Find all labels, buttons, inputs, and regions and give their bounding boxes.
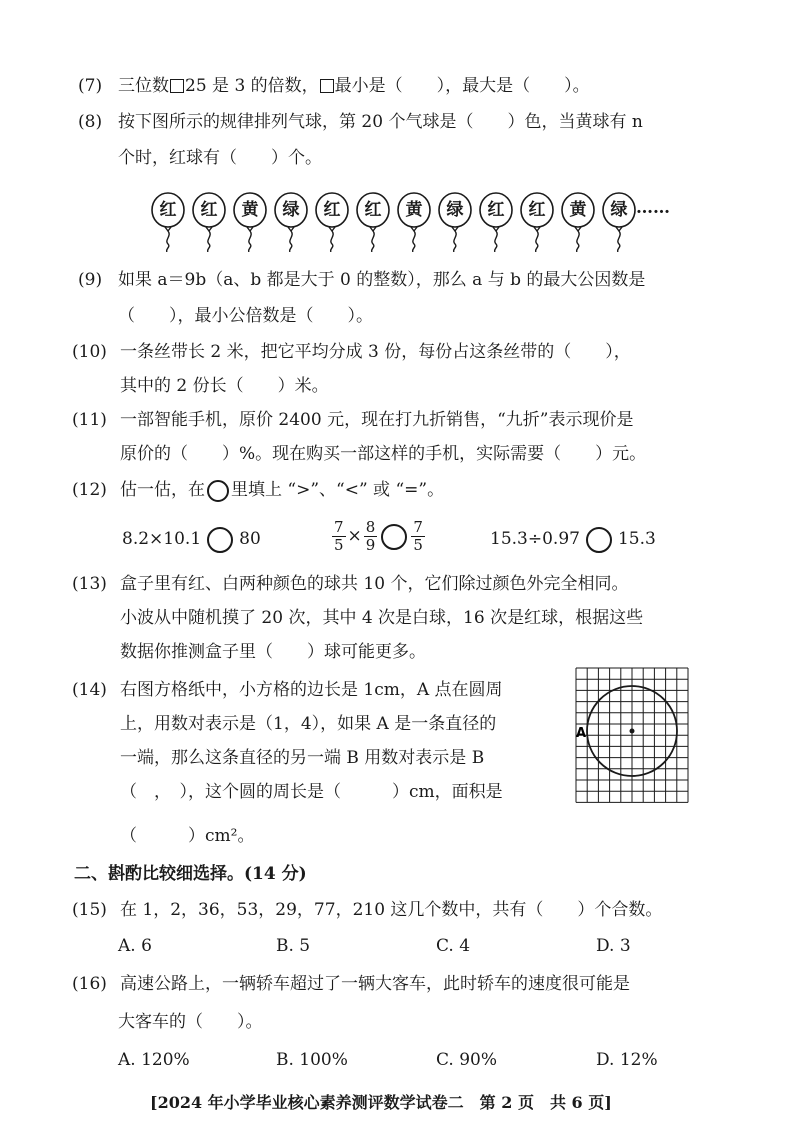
balloon (560, 192, 596, 252)
q16-option-d[interactable]: D. 12% (596, 1050, 658, 1070)
balloon (519, 192, 555, 252)
q7-number: (7) (78, 76, 103, 96)
times-sign: × (347, 526, 362, 546)
point-a-label: A (576, 726, 587, 741)
q8-number: (8) (78, 112, 103, 132)
q15-option-a[interactable]: A. 6 (118, 936, 152, 956)
balloon (273, 192, 309, 252)
balloon-label: 黄 (405, 200, 423, 220)
q14-number: (14) (72, 680, 107, 700)
balloon-label: 黄 (569, 200, 587, 220)
balloon (314, 192, 350, 252)
balloon-label: 绿 (446, 200, 464, 220)
balloon (232, 192, 268, 252)
q12-text (120, 478, 444, 502)
e3-left: 15.3÷0.97 (490, 529, 580, 549)
compare-circle-3[interactable] (586, 527, 612, 553)
q15-option-b[interactable]: B. 5 (276, 936, 311, 956)
balloon-label: 红 (528, 200, 546, 220)
q8-line2: 个时，红球有（ ）个。 (118, 148, 322, 168)
q14-line1: 右图方格纸中，小方格的边长是 1cm，A 点在圆周 (120, 680, 503, 700)
compare-circle-2[interactable] (381, 524, 407, 550)
e1-right: 80 (239, 529, 261, 549)
q15-option-c[interactable]: C. 4 (436, 936, 471, 956)
frac2-num: 8 (365, 518, 376, 536)
frac1-num: 7 (334, 518, 344, 536)
page-footer: [2024 年小学毕业核心素养测评数学试卷二 第 2 页 共 6 页] (150, 1093, 612, 1112)
q7-answer-part: 最小是（ ），最大是（ ）。 (334, 76, 590, 96)
frac3-den: 5 (413, 536, 423, 554)
q15-number: (15) (72, 900, 107, 920)
balloon (478, 192, 514, 252)
q12-text-a: 估一估，在 (120, 480, 205, 500)
balloon-label: 红 (159, 200, 177, 220)
q13-number: (13) (72, 574, 107, 594)
balloon-label: 红 (364, 200, 382, 220)
fraction-2 (364, 519, 378, 554)
q15-option-d[interactable]: D. 3 (596, 936, 631, 956)
balloon-label: 红 (487, 200, 505, 220)
q14-line2: 上，用数对表示是（1，4），如果 A 是一条直径的 (120, 714, 497, 734)
circle-symbol (207, 480, 229, 502)
q16-line1: 高速公路上，一辆轿车超过了一辆大客车，此时轿车的速度很可能是 (120, 974, 630, 994)
q14-line3: 一端，那么这条直径的另一端 B 用数对表示是 B (120, 748, 485, 768)
q7-text (118, 74, 590, 98)
digit-box-2 (320, 79, 334, 93)
q9-line1: 如果 a＝9b（a、b 都是大于 0 的整数），那么 a 与 b 的最大公因数是 (118, 270, 646, 290)
frac3-num: 7 (413, 518, 423, 536)
q7-rest: 25 是 3 的倍数， (185, 76, 319, 96)
q7-prefix: 三位数 (118, 76, 169, 96)
frac1-den: 5 (334, 536, 344, 554)
q12-expr-3 (490, 524, 656, 554)
balloon (396, 192, 432, 252)
q16-option-b[interactable]: B. 100% (276, 1050, 348, 1070)
q9-line2: （ ），最小公倍数是（ ）。 (118, 306, 373, 326)
q9-number: (9) (78, 270, 103, 290)
q13-line1: 盒子里有红、白两种颜色的球共 10 个，它们除过颜色外完全相同。 (120, 574, 629, 594)
q11-line1: 一部智能手机，原价 2400 元，现在打九折销售，“九折”表示现价是 (120, 410, 634, 430)
q12-number: (12) (72, 480, 107, 500)
q12-text-b: 里填上 “>”、“<” 或 “=”。 (231, 480, 445, 500)
circle-center-point (630, 729, 635, 734)
fraction-3 (411, 519, 425, 554)
balloon-ellipsis: …… (636, 198, 670, 218)
balloon-label: 红 (200, 200, 218, 220)
e1-left: 8.2×10.1 (122, 529, 202, 549)
q13-line2: 小波从中随机摸了 20 次，其中 4 次是白球，16 次是红球，根据这些 (120, 608, 644, 628)
balloon-label: 黄 (241, 200, 259, 220)
q10-line1: 一条丝带长 2 米，把它平均分成 3 份，每份占这条丝带的（ ）， (120, 342, 631, 362)
q16-option-c[interactable]: C. 90% (436, 1050, 497, 1070)
q11-line2: 原价的（ ）%。现在购买一部这样的手机，实际需要（ ）元。 (120, 444, 647, 464)
balloon (355, 192, 391, 252)
q11-number: (11) (72, 410, 107, 430)
q12-expr-2 (330, 516, 427, 556)
digit-box (170, 79, 184, 93)
balloon (601, 192, 637, 252)
balloon (191, 192, 227, 252)
balloon (150, 192, 186, 252)
q10-number: (10) (72, 342, 107, 362)
fraction-1 (332, 519, 346, 554)
q10-line2: 其中的 2 份长（ ）米。 (120, 376, 329, 396)
q16-option-a[interactable]: A. 120% (118, 1050, 190, 1070)
q13-line3: 数据你推测盒子里（ ）球可能更多。 (120, 642, 426, 662)
q14-line4: （ ， ），这个圆的周长是（ ）cm，面积是 (120, 782, 503, 802)
q8-line1: 按下图所示的规律排列气球，第 20 个气球是（ ）色，当黄球有 n (118, 112, 643, 132)
q12-expr-1 (122, 524, 261, 554)
q16-number: (16) (72, 974, 107, 994)
balloon-label: 绿 (610, 200, 628, 220)
balloon-label: 绿 (282, 200, 300, 220)
grid-lines (576, 668, 688, 802)
q14-line5: （ ）cm²。 (120, 826, 255, 846)
compare-circle-1[interactable] (207, 527, 233, 553)
balloon-label: 红 (323, 200, 341, 220)
grid-figure (574, 666, 690, 806)
balloon (437, 192, 473, 252)
section-2-title: 二、斟酌比较细选择。(14 分) (74, 864, 307, 884)
e3-right: 15.3 (617, 529, 656, 549)
frac2-den: 9 (365, 536, 376, 554)
q16-line2: 大客车的（ ）。 (118, 1012, 263, 1032)
q15-text: 在 1，2，36，53，29，77，210 这几个数中，共有（ ）个合数。 (120, 900, 663, 920)
